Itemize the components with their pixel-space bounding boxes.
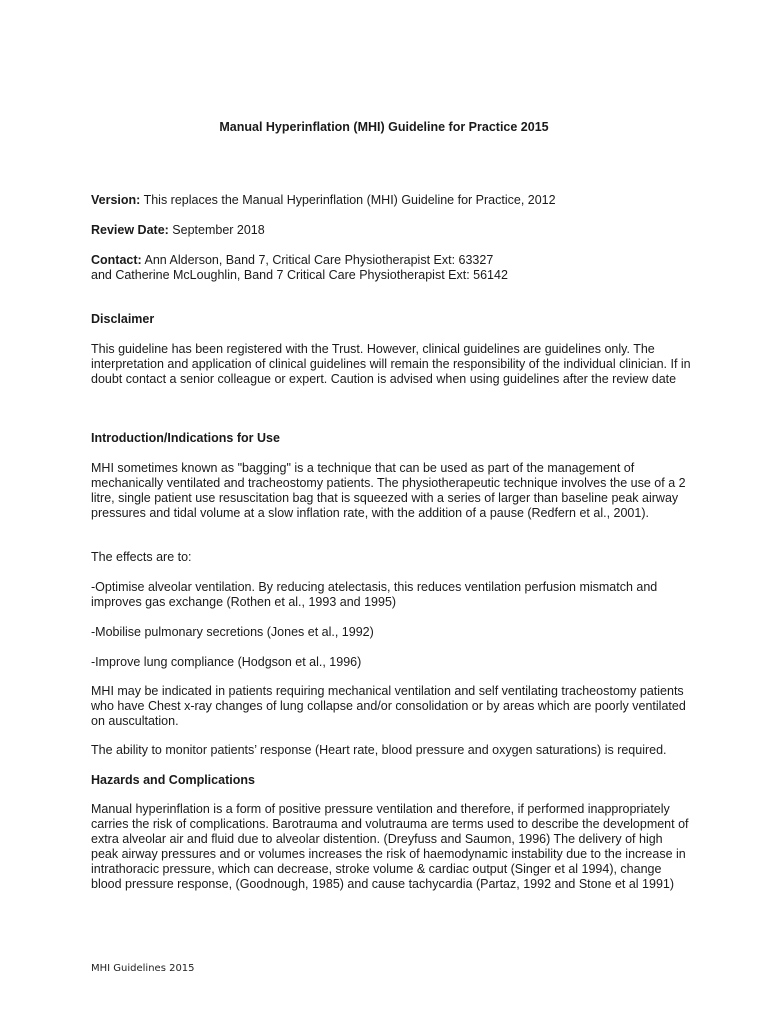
hazards-heading: Hazards and Complications (91, 773, 255, 787)
disclaimer-text: This guideline has been registered with the Trust. However, clinical guidelines are guidelines only. The interpretation and application of clinical guidelines will remain the responsibility of the individual clinician. If in doubt contact a senior colleague or expert. Caution is advised when using guidelines after the review date (91, 342, 691, 386)
review-date-label: Review Date: (91, 223, 169, 237)
monitoring-paragraph: The ability to monitor patients’ response (Heart rate, blood pressure and oxygen saturations) is required. (91, 743, 667, 757)
review-date-line (91, 223, 691, 238)
effect-item-1: -Optimise alveolar ventilation. By reducing atelectasis, this reduces ventilation perfusion mismatch and improves gas exchange (Rothen et al., 1993 and 1995) (91, 580, 658, 609)
document-title: Manual Hyperinflation (MHI) Guideline for Practice 2015 (219, 120, 549, 134)
version-line (91, 193, 691, 208)
contact-line-1: Ann Alderson, Band 7, Critical Care Physiotherapist Ext: 63327 (141, 253, 494, 267)
introduction-heading: Introduction/Indications for Use (91, 431, 280, 445)
indications-paragraph: MHI may be indicated in patients requiring mechanical ventilation and self ventilating tracheostomy patients who have Chest x-ray changes of lung collapse and/or consolidation or by areas which are poorly ventilated on auscultation. (91, 684, 686, 728)
contact-block (91, 253, 691, 283)
introduction-paragraph: MHI sometimes known as "bagging" is a technique that can be used as part of the management of mechanically ventilated and tracheostomy patients. The physiotherapeutic technique involves the use of a 2 litre, single patient use resuscitation bag that is squeezed with a series of larger than baseline peak airway pressures and tidal volume at a slow inflation rate, with the addition of a pause (Redfern et al., 2001). (91, 461, 686, 520)
version-text: This replaces the Manual Hyperinflation (MHI) Guideline for Practice, 2012 (140, 193, 556, 207)
review-date-text: September 2018 (168, 223, 265, 237)
page-footer: MHI Guidelines 2015 (91, 963, 195, 974)
contact-label: Contact: (91, 253, 142, 267)
effects-intro: The effects are to: (91, 550, 192, 564)
effect-item-3: -Improve lung compliance (Hodgson et al., 1996) (91, 655, 362, 669)
effect-item-2: -Mobilise pulmonary secretions (Jones et al., 1992) (91, 625, 374, 639)
contact-line-2: and Catherine McLoughlin, Band 7 Critical Care Physiotherapist Ext: 56142 (91, 268, 508, 282)
hazards-paragraph: Manual hyperinflation is a form of positive pressure ventilation and therefore, if performed inappropriately carries the risk of complications. Barotrauma and volutrauma are terms used to describe the development of extra alveolar air and fluid due to alveolar distention. (Dreyfuss and Saumon, 1996) The delivery of high peak airway pressures and or volumes increases the risk of haemodynamic instability due to the increase in intrathoracic pressure, which can decrease, stroke volume & cardiac output (Singer et al 1994), change blood pressure response, (Goodnough, 1985) and cause tachycardia (Partaz, 1992 and Stone et al 1991) (91, 802, 689, 891)
version-label: Version: (91, 193, 141, 207)
disclaimer-heading: Disclaimer (91, 312, 155, 326)
